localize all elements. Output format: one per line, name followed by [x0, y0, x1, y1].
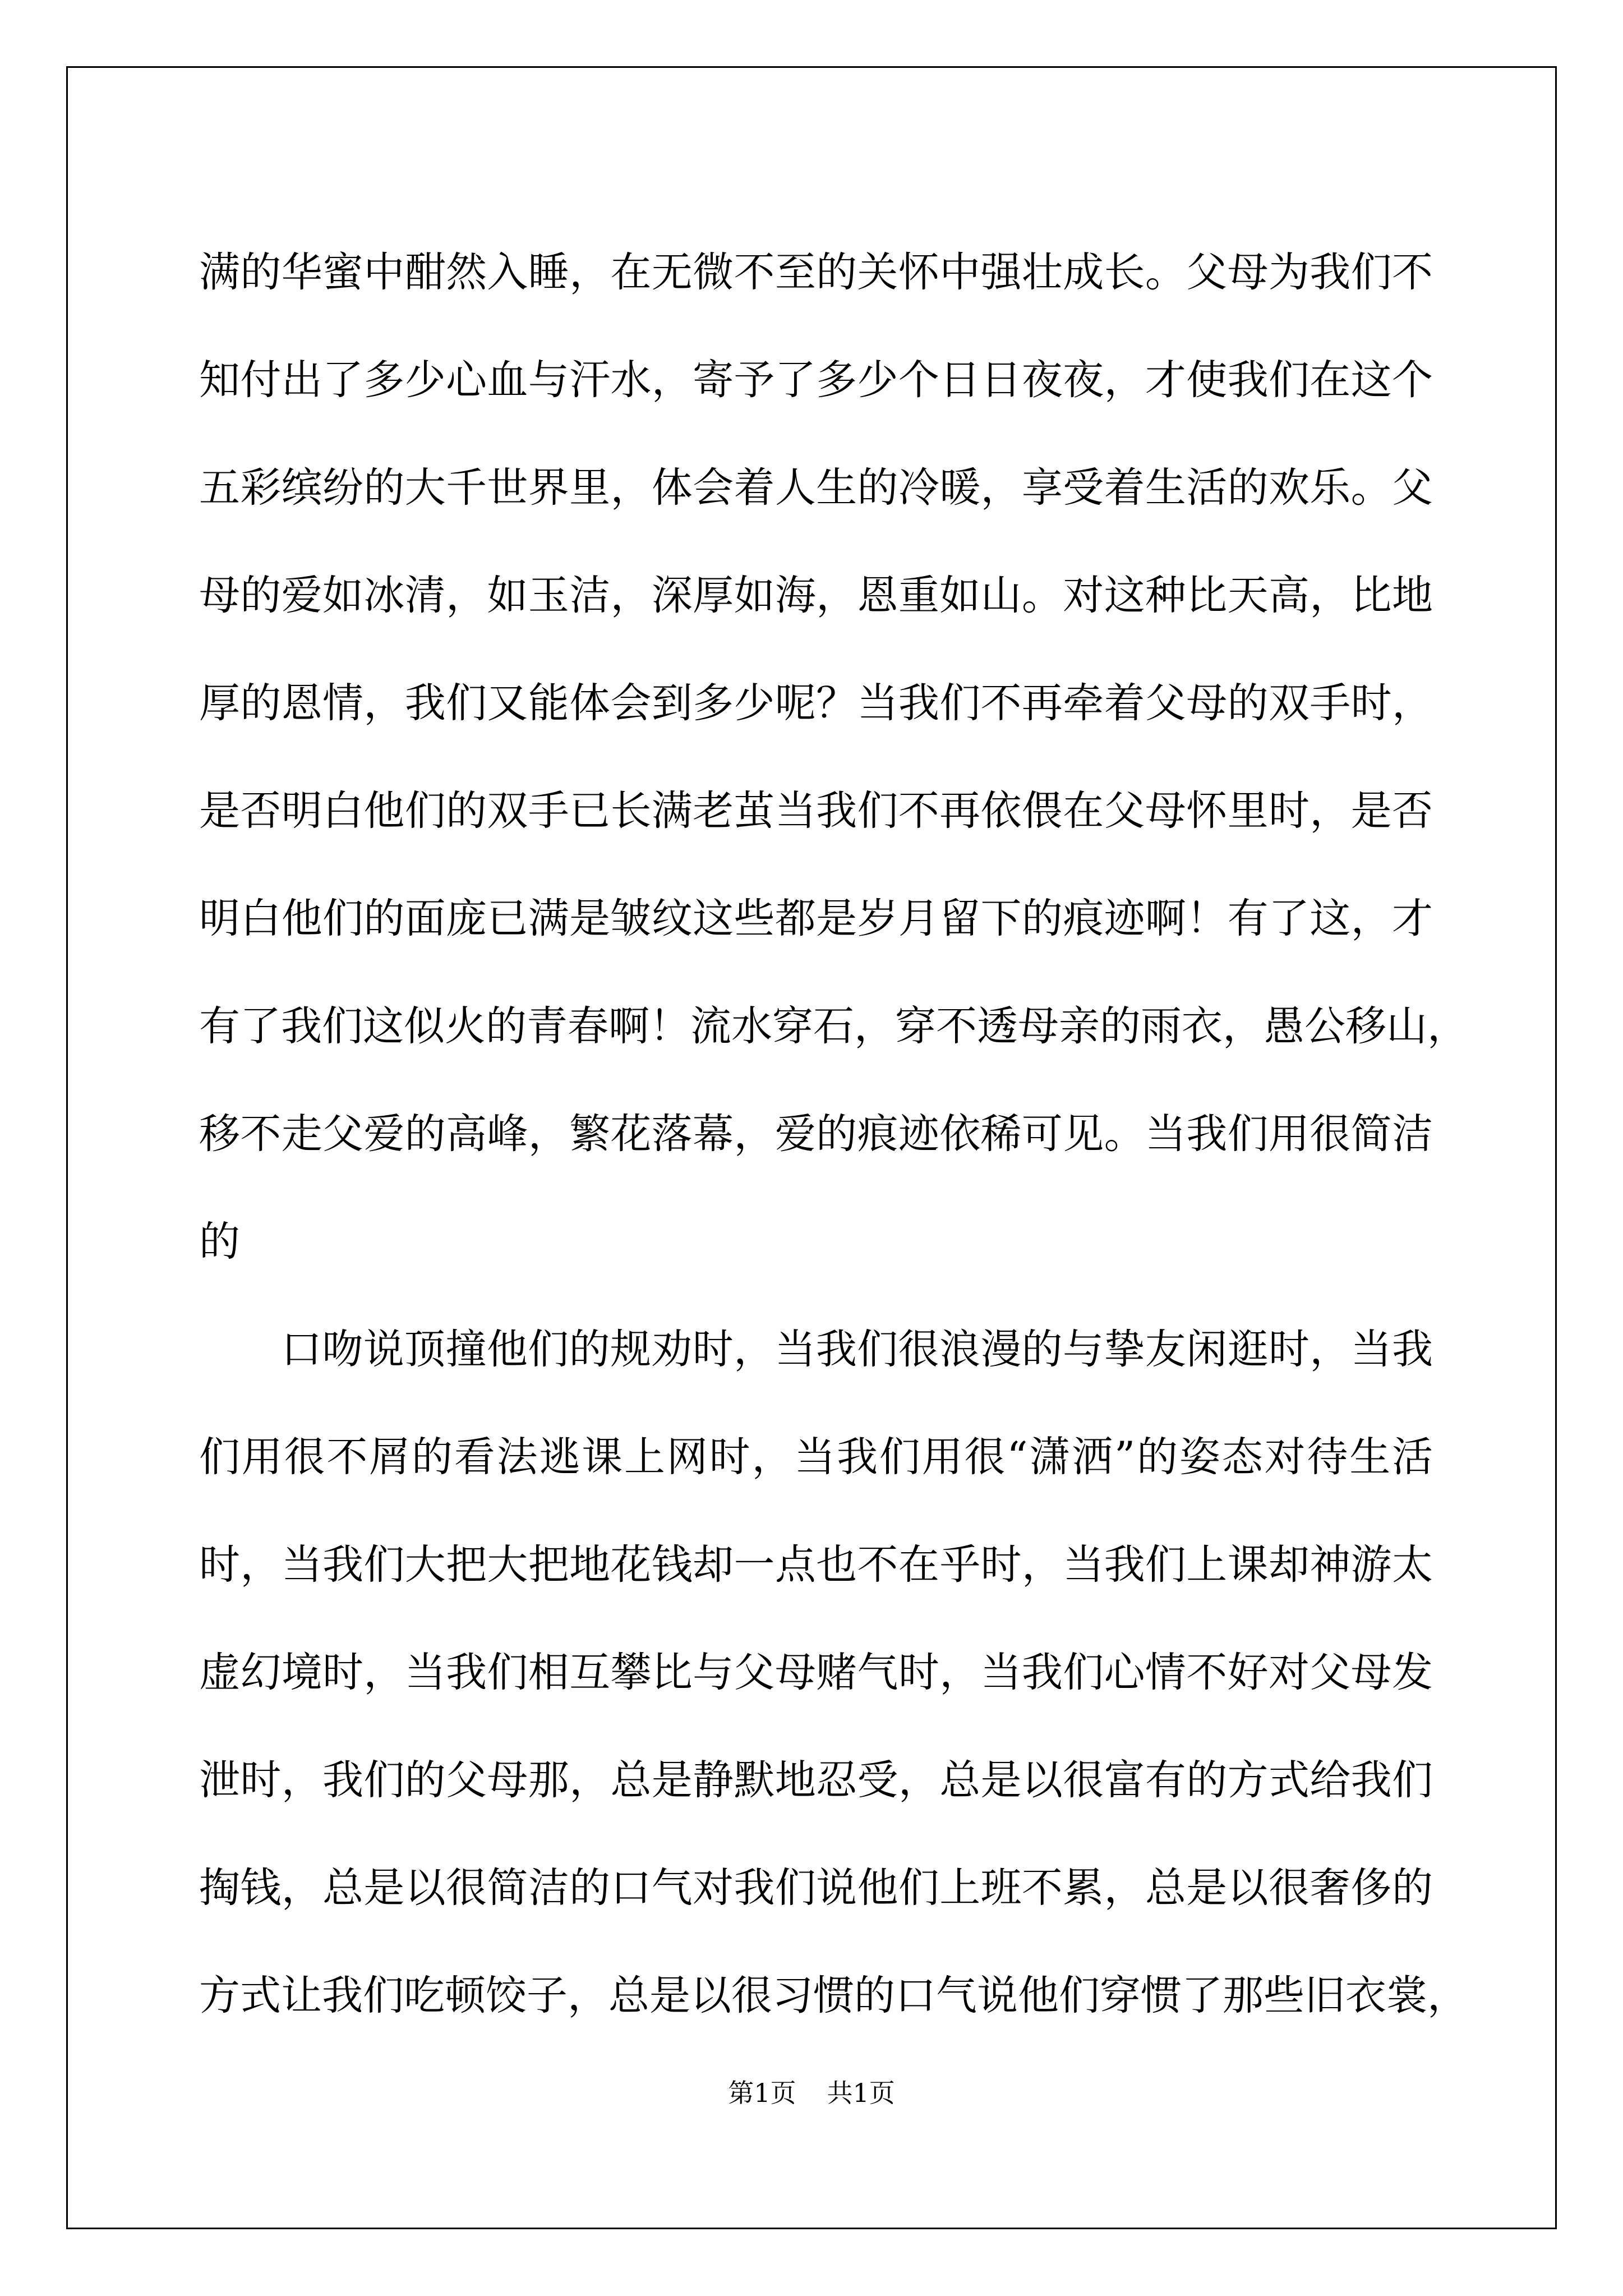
text-line: 们用很不屑的看法逃课上网时，当我们用很“潇洒”的姿态对待生活	[199, 1433, 1433, 1481]
text-line: 时，当我们大把大把地花钱却一点也不在乎时，当我们上课却神游太	[199, 1541, 1433, 1589]
text-line: 厚的恩情，我们又能体会到多少呢？当我们不再牵着父母的双手时，	[199, 679, 1433, 727]
text-line: 满的华蜜中酣然入睡，在无微不至的关怀中强壮成长。父母为我们不	[199, 249, 1433, 296]
text-line: 泄时，我们的父母那，总是静默地忍受，总是以很富有的方式给我们	[199, 1756, 1433, 1804]
text-line: 方式让我们吃顿饺子，总是以很习惯的口气说他们穿惯了那些旧衣裳，	[199, 1972, 1468, 2019]
paragraph-2	[199, 1296, 1468, 2050]
page-footer	[0, 2073, 1623, 2110]
text-line: 虚幻境时，当我们相互攀比与父母赌气时，当我们心情不好对父母发	[199, 1649, 1433, 1696]
page-number: 第1页	[728, 2078, 796, 2108]
text-line: 有了我们这似火的青春啊！流水穿石，穿不透母亲的雨衣，愚公移山，	[199, 1002, 1468, 1050]
paragraph-1	[199, 219, 1468, 1296]
text-line: 移不走父爱的高峰，繁花落幕，爱的痕迹依稀可见。当我们用很简洁	[199, 1110, 1433, 1158]
text-line: 明白他们的面庞已满是皱纹这些都是岁月留下的痕迹啊！有了这，才	[199, 895, 1433, 942]
text-line: 知付出了多少心血与汗水，寄予了多少个日日夜夜，才使我们在这个	[199, 356, 1433, 404]
text-line: 的	[199, 1218, 240, 1266]
text-line: 母的爱如冰清，如玉洁，深厚如海，恩重如山。对这种比天高，比地	[199, 572, 1433, 619]
document-body	[199, 219, 1468, 2050]
text-line: 口吻说顶撞他们的规劝时，当我们很浪漫的与挚友闲逛时，当我	[281, 1326, 1433, 1373]
text-line: 五彩缤纷的大千世界里，体会着人生的冷暖，享受着生活的欢乐。父	[199, 464, 1433, 512]
page-total: 共1页	[827, 2078, 895, 2108]
text-line: 掏钱，总是以很简洁的口气对我们说他们上班不累，总是以很奢侈的	[199, 1864, 1433, 1912]
text-line: 是否明白他们的双手已长满老茧当我们不再依偎在父母怀里时，是否	[199, 787, 1433, 835]
